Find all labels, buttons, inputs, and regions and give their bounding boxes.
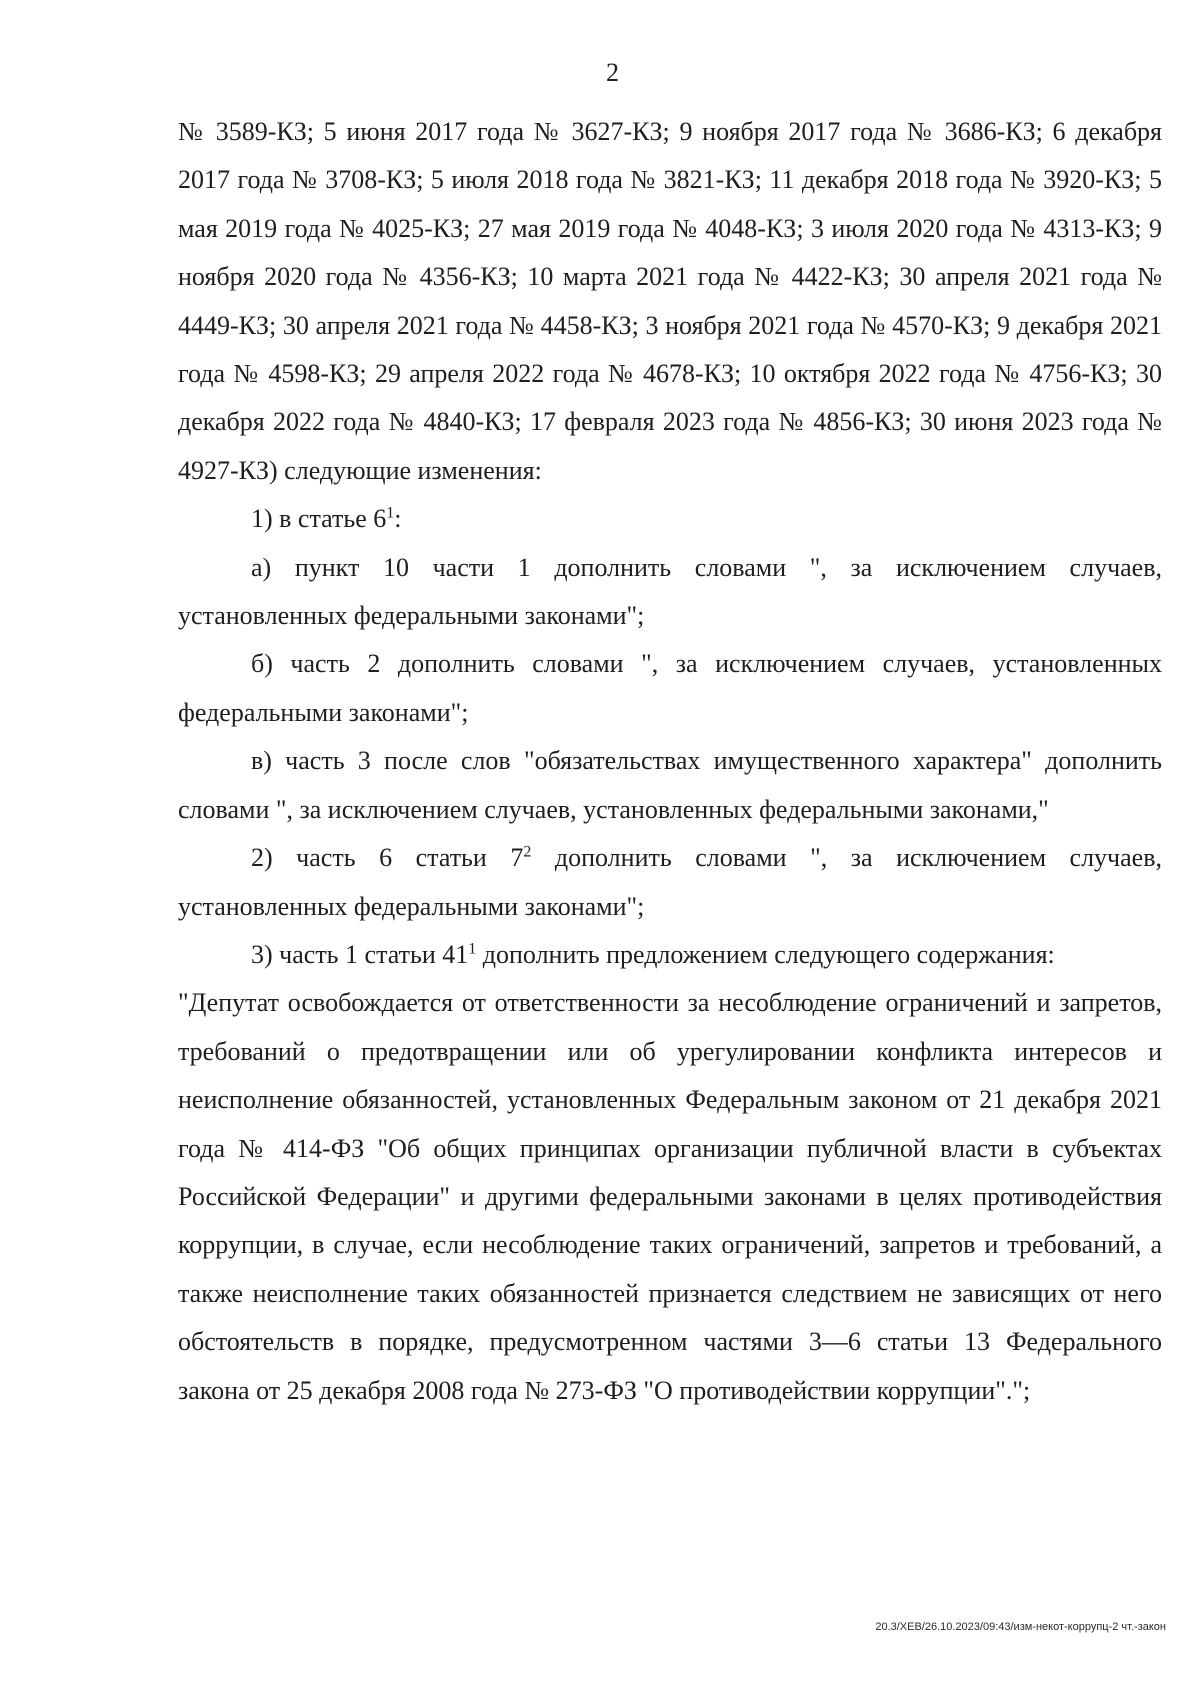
quoted-amendment-text: "Депутат освобождается от ответственности за несоблюдение ограничений и запретов, требований о предотвращении или об урегулировании конфликта интересов и неисполнение обязанностей, установленных Федеральным законом от 21 декабря 2021 года № 414-ФЗ "Об общих принципах организации публичной власти в субъектах Российской Федерации" и другими федеральными законами в целях противодействия коррупции, в случае, если несоблюдение таких ограничений, запретов и требований, а также неисполнение таких обязанностей признается следствием не зависящих от него обстоятельств в порядке, предусмотренном частями 3—6 статьи 13 Федерального закона от 25 декабря 2008 года № 273-ФЗ "О противодействии коррупции"."; — [178, 988, 1162, 1405]
item-2-superscript: 2 — [523, 843, 532, 861]
item-2-text: 2) часть 6 статьи 7 — [251, 843, 524, 873]
item-1-text: 1) в статье 6 — [251, 504, 387, 534]
subitem-b: б) часть 2 дополнить словами ", за исключением случаев, установленных федеральными законами"; — [178, 649, 1162, 727]
item-1-superscript: 1 — [386, 504, 395, 522]
subitem-v: в) часть 3 после слов "обязательствах имущественного характера" дополнить словами ", за исключением случаев, установленных федеральными законами," — [178, 746, 1162, 824]
item-2 — [178, 834, 1162, 931]
item-1-suffix: : — [394, 504, 402, 534]
page-number: 2 — [606, 58, 619, 87]
item-3-superscript: 1 — [468, 940, 477, 958]
item-2-suffix: дополнить словами ", за исключением случаев, установленных федеральными законами"; — [178, 843, 1162, 921]
amendment-list-paragraph: № 3589-КЗ; 5 июня 2017 года № 3627-КЗ; 9 ноября 2017 года № 3686-КЗ; 6 декабря 2017 года № 3708-КЗ; 5 июля 2018 года № 3821-КЗ; 11 декабря 2018 года № 3920-КЗ; 5 мая 2019 года № 4025-КЗ; 27 мая 2019 года № 4048-КЗ; 3 июля 2020 года № 4313-КЗ; 9 ноября 2020 года № 4356-КЗ; 10 марта 2021 года № 4422-КЗ; 30 апреля 2021 года № 4449-КЗ; 30 апреля 2021 года № 4458-КЗ; 3 ноября 2021 года № 4570-КЗ; 9 декабря 2021 года № 4598-КЗ; 29 апреля 2022 года № 4678-КЗ; 10 октября 2022 года № 4756-КЗ; 30 декабря 2022 года № 4840-КЗ; 17 февраля 2023 года № 4856-КЗ; 30 июня 2023 года № 4927-КЗ) следующие изменения: — [178, 117, 1162, 485]
item-3 — [178, 931, 1162, 979]
item-1 — [178, 495, 1162, 543]
subitem-a: а) пункт 10 части 1 дополнить словами ", за исключением случаев, установленных федеральными законами"; — [178, 552, 1162, 631]
item-3-text: 3) часть 1 статьи 41 — [251, 939, 469, 969]
item-3-suffix: дополнить предложением следующего содержания: — [476, 939, 1055, 969]
document-body — [178, 108, 1162, 1415]
document-footer-code: 20.3/ХЕВ/26.10.2023/09:43/изм-некот-коррупц-2 чт.-закон — [875, 1621, 1166, 1633]
